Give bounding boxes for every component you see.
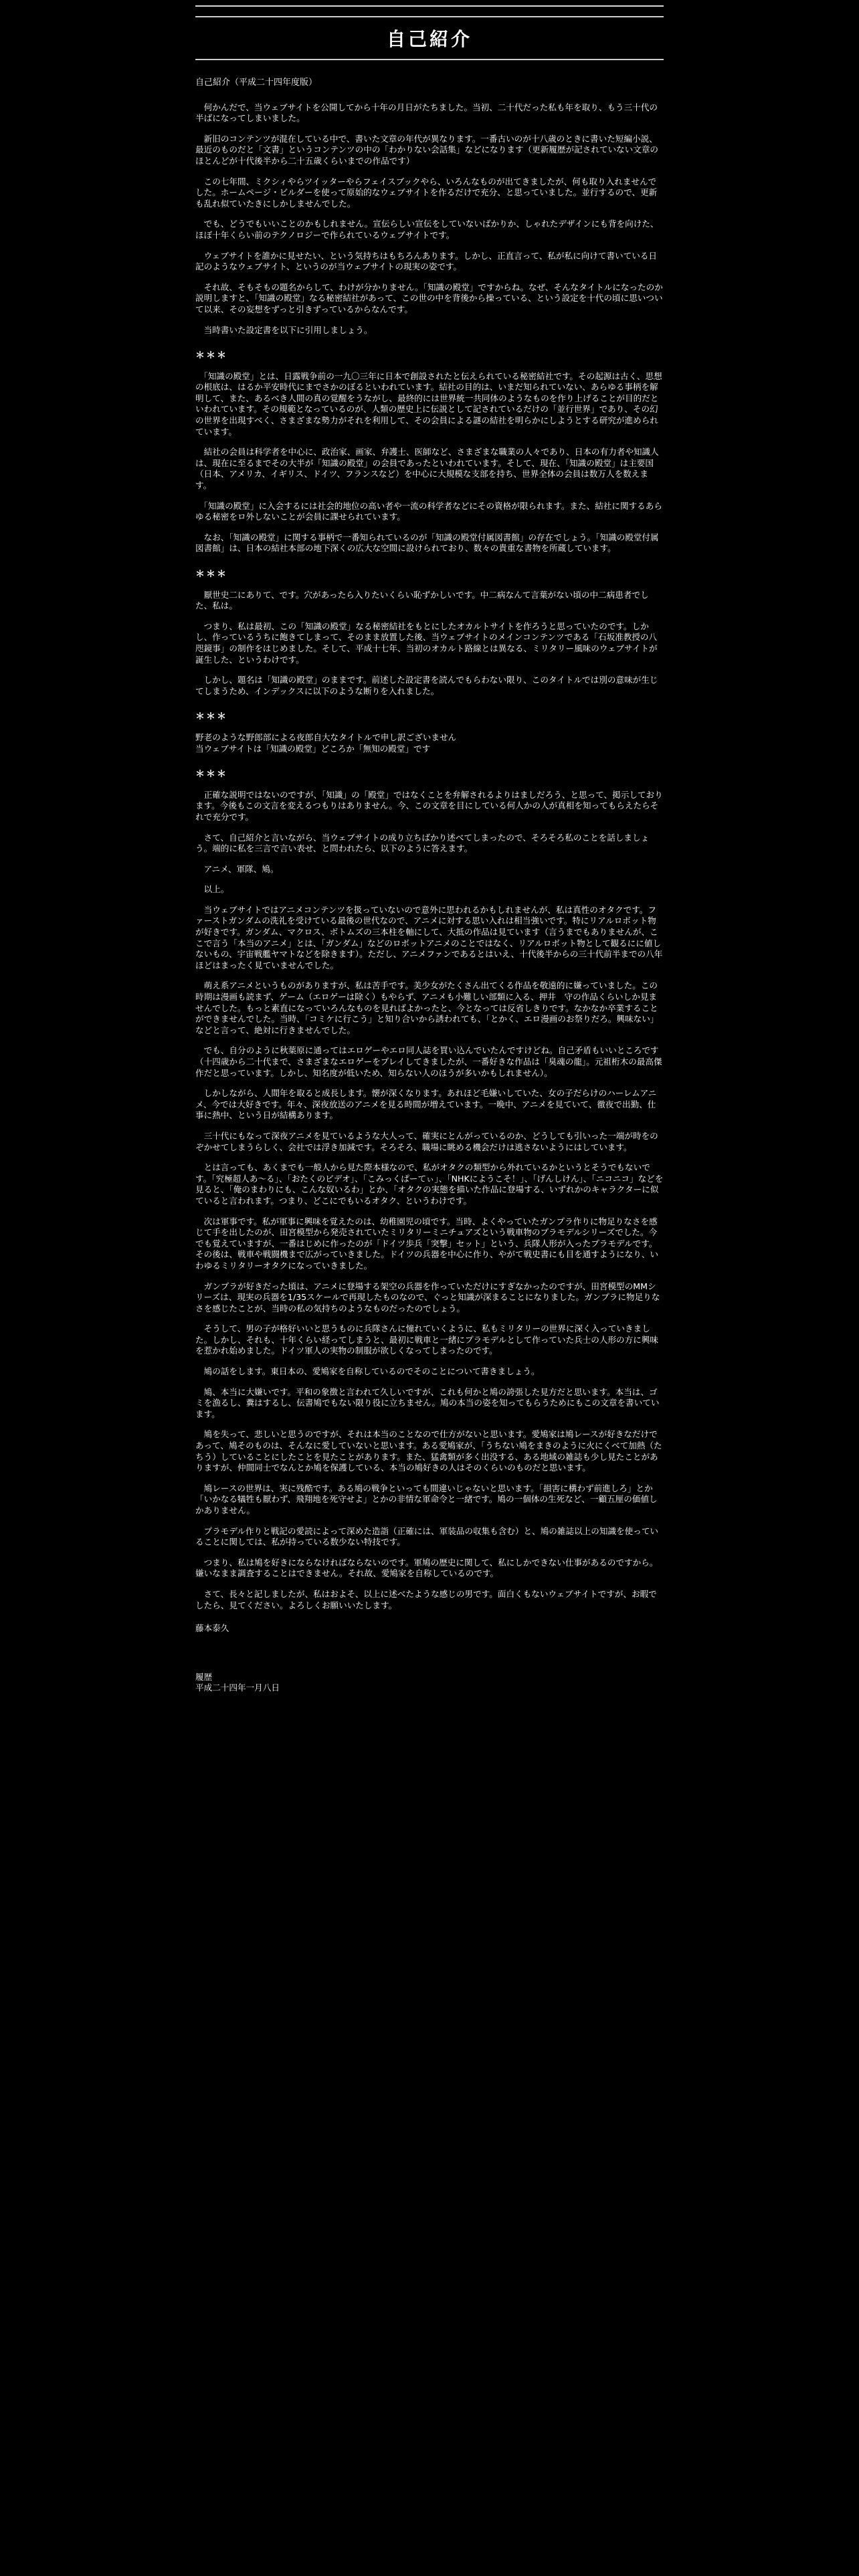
content-section — [195, 712, 664, 754]
paragraph: さて、自己紹介と言いながら、当ウェブサイトの成り立ちばかり述べてしまったので、そろそろ私のことを話しましょう。端的に私を三言で言い表せ、と問われたら、以下のように答えます。 — [195, 832, 650, 854]
paragraph: 次は軍事です。私が軍事に興味を覚えたのは、幼稚園児の頃です。当時、よくやっていたガンプラ作りに物足りなさを感じて手を出したのが、田宮模型から発売されていたミリタリーミニチュアズという戦車物のプラモデルシリーズでした。今でも覚えていますが、一番はじめに作ったのが「ドイツ歩兵「突撃」セット」という、兵隊人形が入ったプラモデルです。その後は、戦車や戦闘機まで広がっていきました。ドイツの兵器を中心に作り、やがて戦史書にも目を通すようになり、いわゆるミリタリーオタクになっていきました。 — [195, 1216, 659, 1271]
paragraph: つまり、私は鳩を好きにならなければならないのです。軍鳩の歴史に関して、私にしかできない仕事があるのですから。嫌いなまま調査することはできません。それ故、愛鳩家を自称しているのです。 — [195, 1557, 658, 1579]
footer-date: 平成二十四年一月八日 — [195, 1683, 280, 1693]
sections — [195, 102, 664, 1612]
paragraph: 鳩の話をします。東日本の、愛鳩家を自称しているのでそのことについて書きましょう。 — [195, 1366, 540, 1377]
footer-label: 履歴 — [195, 1671, 213, 1682]
paragraph: 何かんだで、当ウェブサイトを公開してから十年の月日がたちました。当初、二十代だった私も年を取り、もう三十代の半ばになってしまいました。 — [195, 102, 658, 124]
footer — [195, 1672, 664, 1694]
paragraph: アニメ、軍隊、鳩。 — [195, 863, 279, 874]
page-title: 自己紹介 — [386, 28, 472, 50]
paragraph: なお、「知識の殿堂」に関する事柄で一番知られているのが「知識の殿堂付属図書館」の存在でしょう。「知識の殿堂付属図書館」は、日本の結社本部の地下深くの広大な空間に設けられており、数々の貴重な書物を所蔵しています。 — [195, 532, 659, 554]
content-section — [195, 102, 664, 336]
section-separator: ＊＊＊ — [195, 350, 227, 362]
paragraph: 野老のような野郎部による夜郎自大なタイトルで申し訳ございません 当ウェブサイトは「知識の殿堂」どころか「無知の殿堂」です — [195, 732, 457, 754]
paragraph: 鳩、本当に大嫌いです。平和の象徴と言われて久しいですが、これも何かと鳩の誇張した見方だと思います。本当は、ゴミを漁るし、糞はするし、伝書鳩でもない限り役に立ちません。鳩の本当の姿を知ってもらうためにもこの文章を書いています。 — [195, 1386, 660, 1419]
paragraph: 新旧のコンテンツが混在している中で、書いた文章の年代が異なります。一番古いのが十八歳のときに書いた短編小説、最近のものだと「文書」というコンテンツの中の「わかりない会話集」などになります（更新履歴が記されていない文章のほとんどが十代後半から二十五歳くらいまでの作品です） — [195, 133, 659, 166]
paragraph: 厭世史二にありて、です。穴があったら入りたいくらい恥ずかしいです。中二病なんて言葉がない頃の中二病患者でした、私は。 — [195, 589, 649, 611]
paragraph: さて、長々と記しましたが、私はおよそ、以上に述べたような感じの男です。面白くもないウェブサイトですが、お暇でしたら、見てください。よろしくお願いいたします。 — [195, 1588, 657, 1610]
section-separator: ＊＊＊ — [195, 569, 227, 580]
paragraph: 以上。 — [195, 884, 229, 895]
paragraph: そうして、男の子が格好いいと思うものに兵隊さんに憧れていくように、私もミリタリーの世界に深く入っていきました。しかし、それも、十年くらい経ってしまうと、最初に戦車と一緒にプラモデルとして作っていた兵士の人形の方に興味を惹かれ始めました。ドイツ軍人の実物の制服が欲しくなってしまったのです。 — [195, 1323, 659, 1356]
paragraph: 結社の会員は科学者を中心に、政治家、画家、弁護士、医師など、さまざまな職業の人々であり、日本の有力者や知識人は、現在に至るまでその大半が「知識の殿堂」の会員であったといわれています。そして、現在、「知識の殿堂」は主要国（日本、アメリカ、イギリス、ドイツ、フランスなど）を中心に大規模な支部を持ち、世界全体の会員は数万人を数えます。 — [195, 447, 659, 491]
paragraph: つまり、私は最初、この「知識の殿堂」なる秘密結社をもとにしたオカルトサイトを作ろうと思っていたのです。しかし、作っているうちに飽きてしまって、そのまま放置した後、当ウェブサイトのメインコンテンツである「石坂准教授の八咫鏡事」の制作をはじめました。そして、平成十七年、当初のオカルト路線とは異なる、ミリタリー風味のウェブサイトが誕生した、というわけです。 — [195, 621, 658, 665]
main-content — [195, 78, 664, 1694]
paragraph: でも、どうでもいいことのかもしれません。宣伝らしい宣伝をしていないばかりか、しゃれたデザインにも背を向けた、ほぼ十年くらい前のテクノロジーで作られているウェブサイトです。 — [195, 219, 659, 240]
top-rule — [195, 5, 664, 7]
paragraph: それ故、そもそもの題名からして、わけが分かりません。「知識の殿堂」ですからね。なぜ、そんなタイトルになったのか説明しますと、「知識の殿堂」なる秘密結社があって、この世の中を背後から操っている、という設定を十代の頃に思いついて以来、その妄想をずっと引きずっているからなんです。 — [195, 282, 663, 314]
paragraph: この七年間、ミクシィやらツイッターやらフェイスブックやら、いろんなものが出てきましたが、何も取り入れませんでした。ホームページ・ビルダーを使って原始的なウェブサイトを作るだけで充分、と思っていました。並行するので、更新も乱れ似ていたきにしかしませんでした。 — [195, 176, 658, 209]
paragraph: 萌え系アニメというものがありますが、私は苦手です。美少女がたくさん出てくる作品を敬遠的に嫌っていました。この時期は漫画も読まず、ゲーム（エロゲーは除く）もやらず、アニメも小難しい部類に入る、押井 守の作品くらいしか見ませんでした。もっと素直になっていろんなものを見ればよかったと、今となっては反省しきりです。なかなか卒業することができませんでした。当時、「コミケに行こう」と知り合いから誘われても、「とかく、エロ漫画のお祭りだろ。興味ない」などと言って、絶対に行きませんでした。 — [195, 980, 659, 1035]
paragraph: 鳩レースの世界は、実に残酷です。ある鳩の戦争といっても間違いじゃないと思います。「損害に構わず前進しろ」とか「いかなる犠牲も厭わず、飛翔地を死守せよ」とかの非情な軍命令と一緒です。鳩の一個体の生死など、一顧五厘の価値しかありません。 — [195, 1483, 658, 1515]
content-section — [195, 350, 664, 554]
section-separator: ＊＊＊ — [195, 769, 227, 780]
paragraph: しかしながら、人間年を取ると成長します。懐が深くなります。あれほど毛嫌いしていた、女の子だらけのハーレムアニメ、今では大好きです。年々、深夜放送のアニメを見る時間が増えています。一晩中、アニメを見ていて、徹夜で出勤、仕事に熱中、という日が結構あります。 — [195, 1088, 657, 1121]
section-separator: ＊＊＊ — [195, 712, 227, 723]
paragraph: でも、自分のように秋葉原に通ってはエロゲーやエロ同人誌を買い込んでいたんですけどね。自己矛盾もいいところです（十四歳から二十代まで、さまざまなエロゲーをプレイしてきましたが、一番好きな作品は「臭魂の龍」。元祖桁木の最高傑作だと思っています。しかし、知名度が低いため、知らない人のほうが多いかもしれません）。 — [195, 1045, 662, 1078]
paragraph: 三十代にもなって深夜アニメを見ているような大人って、確実にとんがっているのか、どうしても引いった一端が時をのぞかせてしまうらしく、会社では浮き加減です。そろそろ、職場に眺める機会だけは逃さないようにはしています。 — [195, 1130, 658, 1152]
paragraph: しかし、題名は「知識の殿堂」のままです。前述した設定書を読んでもらわない限り、このタイトルでは別の意味が生じてしまうため、インデックスに以下のような断りを入れました。 — [195, 675, 658, 696]
paragraph: ウェブサイトを誰かに見せたい、という気持ちはもちろんあります。しかし、正直言って、私が私に向けて書いている日記のようなウェブサイト、というのが当ウェブサイトの現実の姿です。 — [195, 250, 658, 272]
paragraph: 「知識の殿堂」に入会するには社会的地位の高い者や一流の科学者などにその資格が限られます。また、結社に関するあらゆる秘密をロ外しないことが会員に課せられています。 — [195, 500, 662, 522]
paragraph: とは言っても、あくまでも一般人から見た際本様なので、私がオタクの類型から外れているかというとそうでもないです。「究極超人あ～る」、「おたくのビデオ」、「こみっくぱーてぃ」、「NHKにようこそ！」、「げんしけん」、「ニコニコ」などを見ると、「俺のまわりにも、こんな奴いるわ」とか、「オタクの実態を描いた作品に登場する、いずれかのキャラクターに似ていると言われます。つまり、どこにでもいるオタク、というわけです。 — [195, 1162, 664, 1206]
paragraph: プラモデル作りと戦記の愛読によって深めた造詣（正確には、軍装品の収集も含む）と、鳩の雑誌以上の知識を使っていることに関しては、私が持っている数少ない特技です。 — [195, 1525, 659, 1547]
page — [195, 0, 664, 1694]
paragraph: 正確な説明ではないのですが、「知識」の「殿堂」ではなくことを弁解されるよりはましだろう、と思って、掲示しております。今後もこの文言を変えるつもりはありません。今、この文章を目にしている何人かの人が真相を知ってもらえたらそれで充分です。 — [195, 789, 663, 822]
author-signature: 藤本泰久 — [195, 1623, 229, 1634]
paragraph: 鳩を失って、悲しいと思うのですが、それは本当のことなので仕方がないと思います。愛鳩家は鳩レースが好きなだけであって、鳩そのものは、そんなに愛していないと思います。ある愛鳩家が、「うちない鳩をまきのように火にくべて加熱（たちう）していることにしたことを見たことがあります。また、猛禽類が多く出没する、ある地域の雑誌も少し見たことがありますが、仲間同士でなんとか鳩を保護している、本当の鳩好きの人はそのくらいのものだと思います。 — [195, 1429, 662, 1473]
content-section — [195, 769, 664, 1611]
paragraph: 「知識の殿堂」とは、日露戦争前の一九〇三年に日本で創設されたと伝えられている秘密結社です。その起源は古く、思想の根底は、はるか平安時代にまでさかのぼるといわれています。結社の目的は、いまだ知られていない、あらゆる事柄を解明して、また、あるべき人間の真の覚醒をうながし、最終的には世界統一共同体のようなものを作り上げることが目的だといわれています。その規範となっているのが、人類の歴史上に伝説として記されているだけの「並行世界」であり、その幻の世界を出現すべく、さまざまな勢力がそれを利用して、その会員による謎の結社を明らかにしようとする研究が進められています。 — [195, 370, 662, 437]
page-heading: 自己紹介（平成二十四年度版） — [195, 78, 318, 88]
content-section — [195, 569, 664, 697]
paragraph: 当時書いた設定書を以下に引用しましょう。 — [195, 324, 373, 335]
title-bar — [195, 16, 664, 60]
paragraph: 当ウェブサイトではアニメコンテンツを扱っていないので意外に思われるかもしれませんが、私は真性のオタクです。ファーストガンダムの洗礼を受けている最後の世代なので、アニメに対する思い入れは相当強いです。特にリアルロボット物が好きです。ガンダム、マクロス、ボトムズの三本柱を軸にして、大抵の作品は見ています（言うまでもありませんが、ここで言う「本当のアニメ」とは、「ガンダム」などのロボットアニメのことではなく、リアルロボット物として観るにに値しないもの、宇宙戦艦ヤマトなどを除きます）。ただし、アニメファンであるとはいえ、十代後半からの三十代前半までの八年ほどはまったく見ていませんでした。 — [195, 904, 663, 970]
paragraph: ガンプラが好きだった頃は、アニメに登場する架空の兵器を作っていただけにすぎなかったのですが、田宮模型のMMシリーズは、現実の兵器を1/35スケールで再現したものなので、ぐっと知識が深まることになりました。ガンプラに物足りなさを感じたことが、当時の私の気持ちのようなものだったのでしょう。 — [195, 1281, 660, 1313]
